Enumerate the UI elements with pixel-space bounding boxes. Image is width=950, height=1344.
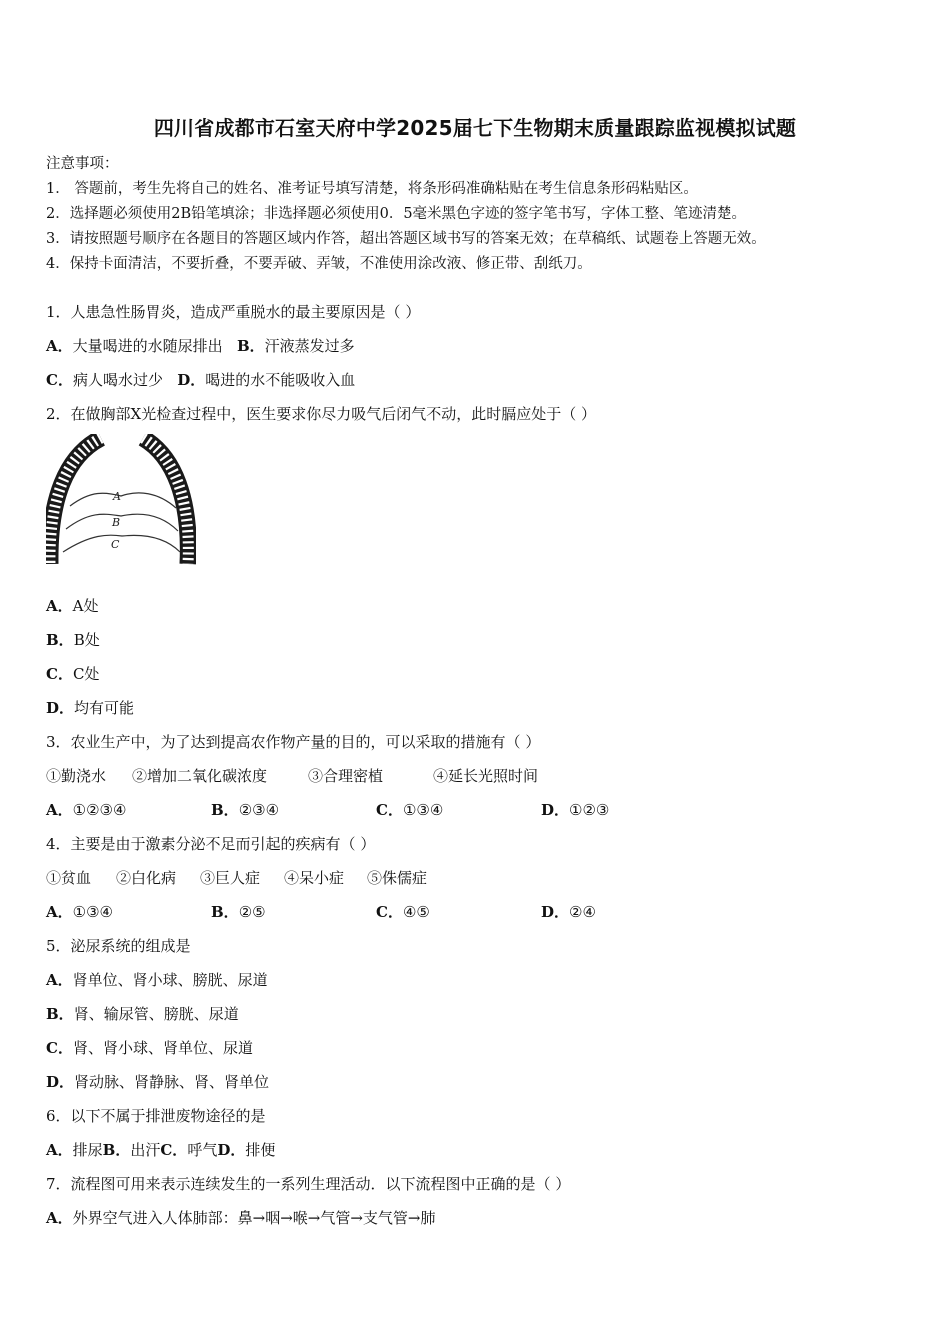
question-7-option-a [46,1207,436,1228]
option-text: A处 [72,597,99,615]
option-label: A． [46,337,73,355]
option-text: ④⑤ [402,903,430,921]
question-2-option-c [46,663,99,684]
question-3-item: ②增加二氧化碳浓度 [132,767,268,785]
question-2-option-d [46,697,134,718]
question-3-item: ①勤浇水 [46,767,107,785]
question-6-stem: 6．以下不属于排泄废物途径的是 [46,1107,266,1125]
option-text: ①③④ [72,903,113,921]
question-5-option-a [46,969,268,990]
option-label: B． [211,903,239,921]
option-label: A． [46,1141,73,1159]
notice-item: 2．选择题必须使用2B铅笔填涂；非选择题必须使用0．5毫米黑色字迹的签字笔书写，字体工整、笔迹清楚。 [46,206,747,222]
option-label: A． [46,597,73,615]
option-label: D． [217,1141,246,1159]
option-label: C． [376,903,403,921]
question-1-options-ab [46,335,355,356]
question-3-option-d [541,799,609,820]
question-5-option-c [46,1037,253,1058]
notice-heading: 注意事项： [46,156,119,172]
question-3-item: ③合理密植 [308,767,384,785]
notice-item: 4．保持卡面清洁，不要折叠，不要弄破、弄皱，不准使用涂改液、修正带、刮纸刀。 [46,256,592,272]
option-text: 肾、肾小球、肾单位、尿道 [72,1039,253,1057]
option-label: C． [160,1141,188,1159]
option-text: ②③④ [238,801,280,819]
question-2-option-b [46,629,100,650]
option-label: A． [46,903,73,921]
question-4-item: ④呆小症 [284,869,345,887]
option-text: ①③④ [402,801,444,819]
question-5-option-d [46,1071,269,1092]
question-1-options-cd [46,369,355,390]
option-text: 大量喝进的水随尿排出 [72,337,223,355]
question-2-stem: 2．在做胸部X光检查过程中，医生要求你尽力吸气后闭气不动，此时膈应处于（ ） [46,405,596,423]
option-text: C处 [72,665,100,683]
option-label: A． [46,801,73,819]
option-label: D． [46,699,75,717]
question-4-option-a [46,901,113,922]
option-text: 肾单位、肾小球、膀胱、尿道 [72,971,268,989]
question-4-item: ③巨人症 [200,869,261,887]
question-2-option-a [46,595,98,616]
option-label: C． [46,665,73,683]
notice-item: 1． 答题前，考生先将自己的姓名、准考证号填写清楚，将条形码准确粘贴在考生信息条形码粘贴区。 [46,181,698,197]
option-label: D． [177,371,206,389]
question-3-item: ④延长光照时间 [433,767,539,785]
question-7-stem: 7．流程图可用来表示连续发生的一系列生理活动．以下流程图中正确的是（ ） [46,1175,571,1193]
option-label: A． [46,1209,73,1227]
option-label: A． [46,971,73,989]
option-text: 喝进的水不能吸收入血 [205,371,356,389]
question-5-option-b [46,1003,239,1024]
option-label: D． [541,903,570,921]
question-4-option-c [376,901,430,922]
thorax-diaphragm-figure [46,434,196,570]
diaphragm-line-c [63,535,180,552]
diaphragm-line-b [66,514,178,531]
diagram-label-c: C [111,538,120,551]
option-text: 出汗 [130,1141,161,1159]
option-text: 排便 [245,1141,276,1159]
question-5-stem: 5．泌尿系统的组成是 [46,937,191,955]
option-text: 均有可能 [74,699,135,717]
page-title: 四川省成都市石室天府中学2025届七下生物期末质量跟踪监视模拟试题 [153,116,797,140]
option-text: 汗液蒸发过多 [264,337,355,355]
question-4-item: ⑤侏儒症 [367,869,428,887]
question-3-option-b [211,799,279,820]
option-label: B． [236,337,265,355]
option-label: B． [46,631,74,649]
question-3-option-c [376,799,443,820]
diaphragm-line-a [70,493,176,508]
option-text: 病人喝水过少 [72,371,163,389]
option-text: B处 [73,631,100,649]
option-label: C． [46,371,73,389]
question-3-stem: 3．农业生产中，为了达到提高农作物产量的目的，可以采取的措施有（ ） [46,733,541,751]
question-4-option-d [541,901,596,922]
diagram-label-b: B [112,516,121,529]
option-label: C． [376,801,403,819]
option-text: ②④ [569,903,596,921]
question-3-option-a [46,799,126,820]
option-text: 外界空气进入人体肺部：鼻→咽→喉→气管→支气管→肺 [72,1209,436,1227]
option-label: D． [541,801,570,819]
option-label: C． [46,1039,73,1057]
option-text: ①②③ [569,801,610,819]
option-text: ②⑤ [238,903,266,921]
question-4-stem: 4．主要是由于激素分泌不足而引起的疾病有（ ） [46,835,376,853]
option-label: D． [46,1073,75,1091]
option-label: B． [211,801,239,819]
option-text: 呼气 [187,1141,218,1159]
question-4-option-b [211,901,266,922]
option-text: 肾动脉、肾静脉、肾、肾单位 [74,1073,270,1091]
question-4-item: ①贫血 [46,869,92,887]
option-text: ①②③④ [72,801,127,819]
option-text: 肾、输尿管、膀胱、尿道 [73,1005,239,1023]
diagram-label-a: A [113,490,121,503]
thorax-diaphragm-diagram [46,434,196,570]
option-label: B． [46,1005,74,1023]
option-label: B． [102,1141,131,1159]
question-4-item: ②白化病 [116,869,177,887]
question-6-options [46,1139,275,1160]
option-text: 排尿 [72,1141,103,1159]
notice-item: 3．请按照题号顺序在各题目的答题区域内作答，超出答题区域书写的答案无效；在草稿纸、试题卷上答题无效。 [46,231,766,247]
question-1-stem: 1．人患急性肠胃炎，造成严重脱水的最主要原因是（ ） [46,303,421,321]
